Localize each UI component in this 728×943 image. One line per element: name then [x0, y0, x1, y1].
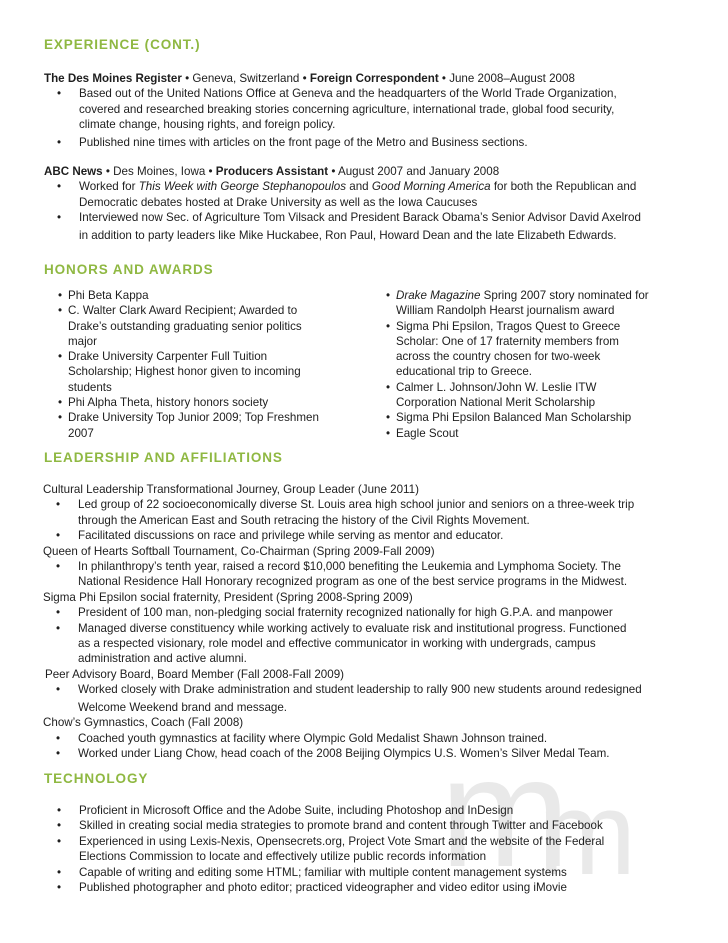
bullet-line: covered and researched breaking stories concerning agriculture, international trade, global food security, [79, 102, 615, 116]
job-org: The Des Moines Register [44, 72, 182, 85]
bullet-item [44, 865, 694, 880]
honor-item [44, 349, 374, 395]
honors-right-list [372, 288, 692, 441]
experience-job-1 [44, 71, 694, 150]
honor-line: 2007 [68, 426, 94, 440]
show-title: Good Morning America [371, 180, 491, 194]
entry-title: Sigma Phi Epsilon social fraternity, President (Spring 2008-Spring 2009) [43, 590, 413, 604]
technology-heading: TECHNOLOGY [44, 771, 149, 786]
text-span: and [346, 180, 372, 194]
bullet-item [43, 559, 703, 590]
bullet-item [44, 135, 694, 150]
honor-item [372, 410, 692, 425]
honor-line: • Drake University Carpenter Full Tuition [68, 350, 268, 364]
bullet-line: Democratic debates hosted at Drake University as well as the Iowa Caucuses [79, 195, 478, 209]
job-header [44, 164, 694, 179]
job-dates: • August 2007 and January 2008 [328, 165, 500, 178]
bullet-line: climate change, housing rights, and foreign policy. [79, 118, 336, 132]
entry-bullets [43, 605, 703, 667]
job-role: Producers Assistant [215, 165, 329, 178]
entry-bullets [43, 559, 703, 590]
honors-left-column [44, 288, 374, 441]
honor-line: Corporation National Merit Scholarship [396, 396, 596, 410]
entry-bullets [43, 497, 703, 543]
bullet-item [43, 731, 703, 746]
bullet-line: • Published photographer and photo editor; practiced videographer and video editor using iMovie [79, 881, 567, 895]
bullet-line: • Published nine times with articles on the front page of the Metro and Business sections. [79, 135, 528, 149]
honor-line: • Calmer L. Johnson/John W. Leslie ITW [396, 380, 597, 394]
job-location: • Geneva, Switzerland • [181, 72, 310, 85]
bullet-item [44, 818, 694, 833]
bullet-line: National Residence Hall Honorary recognized program as one of the best service programs in the Midwest. [78, 575, 628, 589]
bullet-line: • Skilled in creating social media strategies to promote brand and content through Twitter and Facebook [79, 819, 603, 833]
honor-item [44, 303, 374, 349]
experience-job-2 [44, 164, 694, 243]
entry-title: Cultural Leadership Transformational Journey, Group Leader (June 2011) [43, 483, 419, 496]
honor-line: • Eagle Scout [396, 426, 459, 440]
bullet-line: administration and active alumni. [78, 652, 247, 666]
honor-item [372, 288, 692, 319]
bullet-line: • Proficient in Microsoft Office and the Adobe Suite, including Photoshop and InDesign [79, 804, 514, 817]
bullet-line: • Based out of the United Nations Office at Geneva and the headquarters of the World Trade Organization, [79, 87, 617, 101]
bullet-line: • Capable of writing and editing some HTML; familiar with multiple content management systems [79, 865, 567, 879]
honors-left-list [44, 288, 374, 441]
bullet-line [79, 179, 694, 194]
honor-line: • Phi Alpha Theta, history honors society [68, 396, 269, 410]
job-bullets [44, 179, 694, 243]
entry-title: Peer Advisory Board, Board Member (Fall 2008-Fall 2009) [45, 667, 344, 681]
bullet-item [44, 179, 694, 210]
job-role: Foreign Correspondent [309, 72, 439, 85]
bullet-line: • In philanthropy’s tenth year, raised a record $10,000 benefiting the Leukemia and Lymphoma Society. The [78, 560, 621, 574]
honor-line: Scholar: One of 17 fraternity members from [396, 334, 619, 348]
entry-title: Chow’s Gymnastics, Coach (Fall 2008) [43, 716, 244, 730]
honor-line: Drake’s outstanding graduating senior politics [68, 319, 302, 333]
honor-item [372, 426, 692, 441]
bullet-item [44, 803, 694, 818]
show-title: This Week with George Stephanopoulos [138, 180, 347, 194]
honor-line: across the country chosen for two-week [396, 350, 601, 364]
bullet-line: • Managed diverse constituency while working actively to evaluate risk and institutional progress. Functioned [78, 621, 627, 635]
entry-title: Queen of Hearts Softball Tournament, Co-Chairman (Spring 2009-Fall 2009) [43, 544, 435, 558]
honors-heading: HONORS AND AWARDS [44, 262, 214, 277]
bullet-line: • Worked under Liang Chow, head coach of the 2008 Beijing Olympics U.S. Women’s Silver Medal Team. [78, 746, 610, 760]
honor-line: • Sigma Phi Epsilon, Tragos Quest to Greece [396, 319, 621, 333]
bullet-line: in addition to party leaders like Mike Huckabee, Ron Paul, Howard Dean and the late Elizabeth Edwards. [79, 228, 617, 242]
honor-line: major [68, 334, 97, 348]
bullet-item [43, 746, 703, 761]
bullet-item [43, 497, 703, 528]
honor-line: students [68, 380, 112, 394]
bullet-item [43, 621, 703, 667]
bullet-item [44, 834, 694, 865]
entry-bullets [43, 682, 703, 715]
honor-item [372, 380, 692, 411]
honor-line: educational trip to Greece. [396, 365, 532, 379]
text-span: Spring 2007 story nominated for [480, 289, 649, 302]
monogram-watermark-small: m [538, 768, 637, 900]
job-org: ABC News [44, 165, 103, 178]
job-bullets [44, 86, 694, 150]
bullet-line: Elections Commission to locate and effectively utilize public records information [79, 850, 487, 864]
job-dates: • June 2008–August 2008 [438, 72, 575, 85]
bullet-item [43, 605, 703, 620]
entry-bullets [43, 731, 703, 762]
bullet-line: • Experienced in using Lexis-Nexis, Opensecrets.org, Project Vote Smart and the website of the Federal [79, 834, 605, 848]
bullet-line: as a respected visionary, role model and effective communicator in working with undergrads, campus [78, 637, 596, 651]
bullet-item [44, 86, 694, 132]
bullet-line: • President of 100 man, non-pledging social fraternity recognized nationally for high G.P.A. and manpower [78, 606, 613, 620]
bullet-line: Welcome Weekend brand and message. [78, 700, 288, 714]
bullet-item [43, 528, 703, 543]
bullet-item [43, 682, 703, 715]
bullet-line: through the American East and South retracing the history of the Civil Rights Movement. [78, 513, 530, 527]
honor-item [372, 319, 692, 380]
honor-line: Scholarship; Highest honor given to incoming [68, 365, 301, 379]
honors-right-column [372, 288, 692, 441]
bullet-line: • Facilitated discussions on race and privilege while serving as mentor and educator. [78, 529, 504, 543]
monogram-watermark: m [440, 726, 556, 900]
honor-line: • Phi Beta Kappa [68, 289, 149, 302]
technology-bullets [44, 803, 694, 895]
honor-line: • Drake University Top Junior 2009; Top Freshmen [68, 411, 319, 425]
bullet-item [44, 210, 694, 243]
job-location: • Des Moines, Iowa • [102, 165, 216, 178]
technology-list [44, 803, 694, 895]
bullet-line: • Coached youth gymnastics at facility where Olympic Gold Medalist Shawn Johnson trained. [78, 731, 548, 745]
text-span: Worked for [79, 180, 139, 194]
honor-line: • C. Walter Clark Award Recipient; Awarded to [68, 304, 298, 318]
honor-line: • Sigma Phi Epsilon Balanced Man Scholarship [396, 411, 632, 425]
bullet-line: • Led group of 22 socioeconomically diverse St. Louis area high school junior and seniors on a three-week trip [78, 498, 635, 512]
bullet-line: • Worked closely with Drake administration and student leadership to rally 900 new students around redesigned [78, 683, 642, 697]
magazine-title: Drake Magazine [396, 289, 481, 302]
text-span: for both the Republican and [490, 180, 637, 194]
honor-item [44, 288, 374, 303]
leadership-heading: LEADERSHIP AND AFFILIATIONS [44, 450, 283, 465]
bullet-line: • Interviewed now Sec. of Agriculture Tom Vilsack and President Barack Obama’s Senior Advisor David Axelrod [79, 211, 641, 225]
experience-heading: EXPERIENCE (CONT.) [44, 37, 201, 52]
honor-line: William Randolph Hearst journalism award [396, 304, 615, 318]
leadership-list [43, 482, 703, 761]
honor-item [44, 395, 374, 410]
honor-line [396, 288, 692, 303]
job-header [44, 71, 694, 86]
bullet-item [44, 880, 694, 895]
honor-item [44, 410, 374, 441]
